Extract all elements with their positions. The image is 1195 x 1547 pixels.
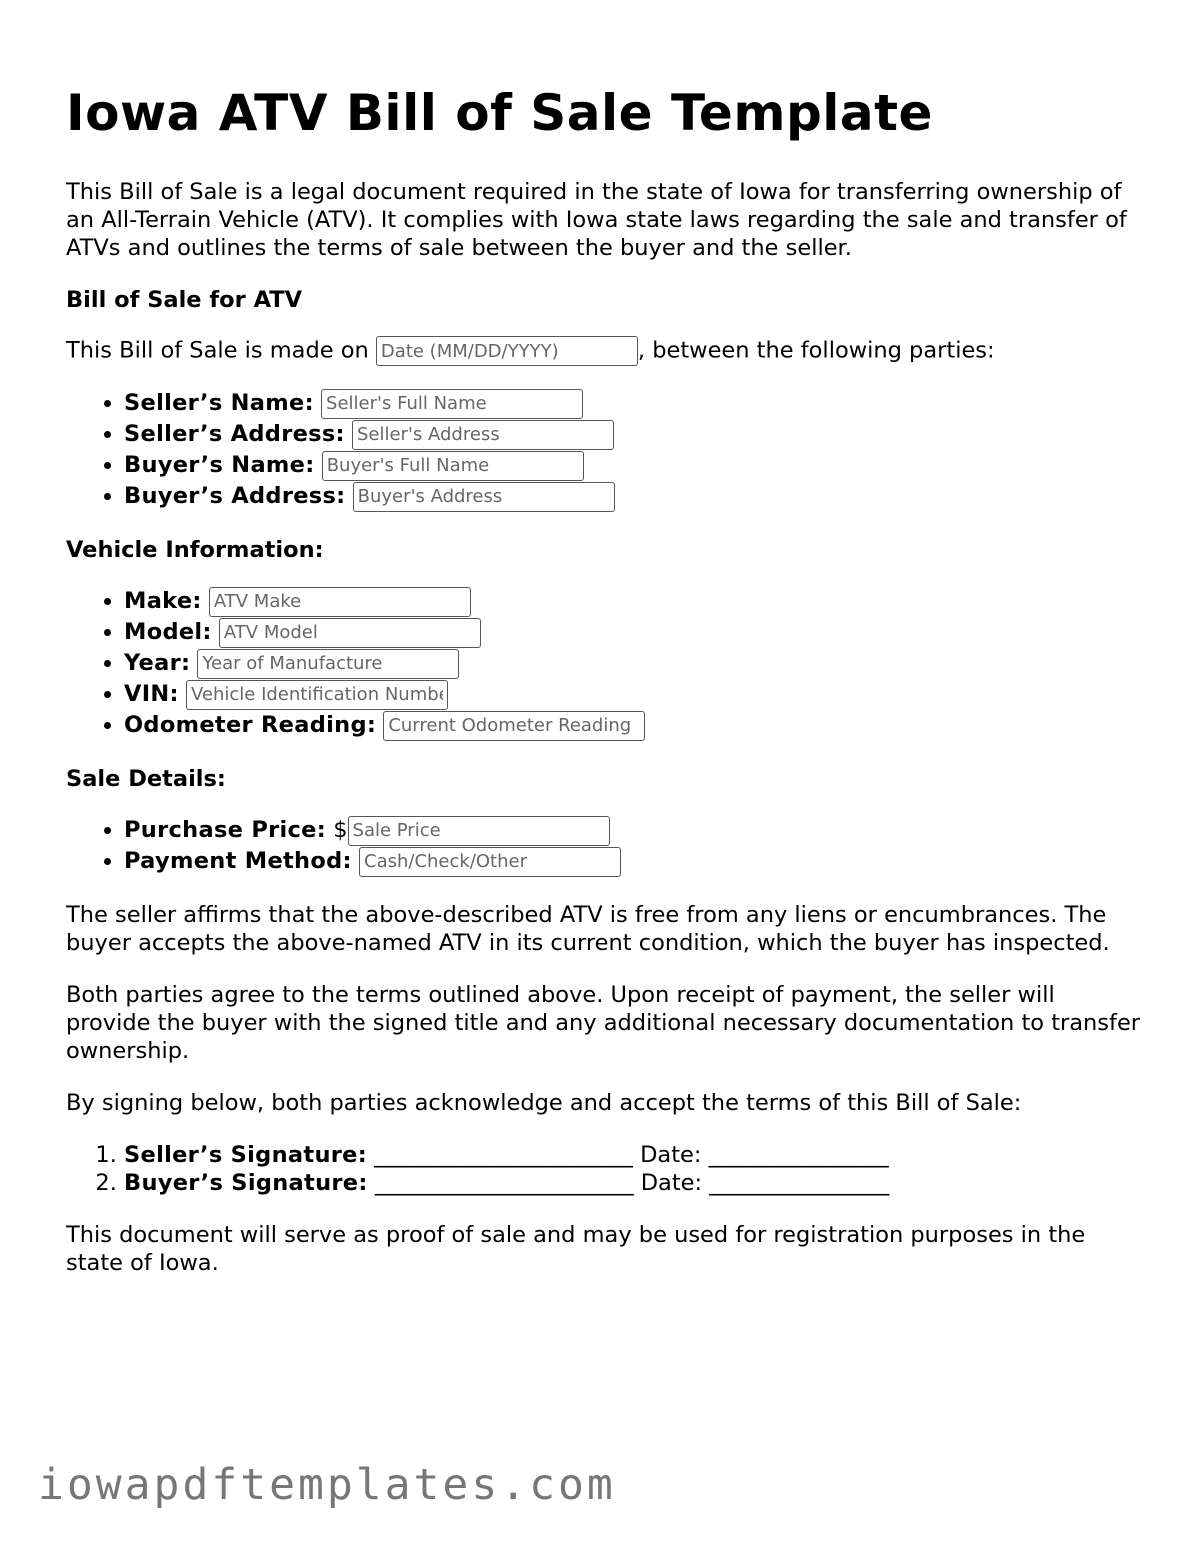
document-page	[66, 82, 1141, 1301]
seller-date-label: Date:	[640, 1142, 702, 1168]
currency-symbol: $	[333, 817, 348, 843]
buyer-address-input[interactable]	[353, 482, 615, 512]
intro-paragraph: This Bill of Sale is a legal document required in the state of Iowa for transferring ownership of an All-Terrain Vehicle (ATV). It complies with Iowa state laws regarding the sale and transfer of ATVs and outlines the terms of sale between the buyer and the seller.	[66, 179, 1127, 261]
watermark: iowapdftemplates.com	[38, 1460, 616, 1510]
list-item	[124, 481, 1141, 512]
seller-name-input[interactable]	[321, 389, 583, 419]
signature-list	[66, 1141, 1141, 1197]
price-label: Purchase Price:	[124, 817, 327, 843]
make-label: Make:	[124, 588, 202, 614]
list-item	[124, 419, 1141, 450]
year-input[interactable]	[197, 649, 459, 679]
list-item	[124, 710, 1141, 741]
payment-method-input[interactable]	[359, 847, 621, 877]
agree-paragraph: Both parties agree to the terms outlined above. Upon receipt of payment, the seller will provide the buyer with the signed title and any additional necessary documentation to transfer ownership.	[66, 982, 1141, 1064]
buyer-date-label: Date:	[640, 1170, 703, 1196]
bill-heading: Bill of Sale for ATV	[66, 287, 302, 313]
sale-heading: Sale Details:	[66, 766, 226, 792]
seller-signature-label: Seller’s Signature:	[124, 1142, 368, 1168]
list-item	[124, 450, 1141, 481]
list-item	[124, 1169, 1141, 1197]
odometer-input[interactable]	[383, 711, 645, 741]
buyer-signature-label: Buyer’s Signature:	[124, 1170, 368, 1196]
list-item	[124, 815, 1141, 846]
buyer-address-label: Buyer’s Address:	[124, 483, 346, 509]
sale-list	[66, 815, 1141, 877]
seller-address-input[interactable]	[352, 420, 614, 450]
seller-address-label: Seller’s Address:	[124, 421, 345, 447]
closing-paragraph: This document will serve as proof of sale and may be used for registration purposes in the state of Iowa.	[66, 1222, 1086, 1276]
signing-intro: By signing below, both parties acknowledge and accept the terms of this Bill of Sale:	[66, 1090, 1022, 1116]
made-on-prefix: This Bill of Sale is made on	[66, 337, 369, 364]
buyer-name-label: Buyer’s Name:	[124, 452, 315, 478]
buyer-date-line: ________________	[709, 1170, 890, 1196]
list-item	[124, 648, 1141, 679]
payment-method-label: Payment Method:	[124, 848, 352, 874]
vin-label: VIN:	[124, 681, 179, 707]
model-label: Model:	[124, 619, 212, 645]
vehicle-heading: Vehicle Information:	[66, 537, 324, 563]
buyer-signature-line: _______________________	[374, 1170, 634, 1196]
list-item	[124, 388, 1141, 419]
seller-date-line: ________________	[708, 1142, 889, 1168]
vin-input[interactable]	[186, 680, 448, 710]
parties-list	[66, 388, 1141, 512]
made-on-suffix: , between the following parties:	[637, 337, 995, 364]
list-item	[124, 679, 1141, 710]
make-input[interactable]	[209, 587, 471, 617]
affirm-paragraph: The seller affirms that the above-described ATV is free from any liens or encumbrances. The buyer accepts the above-named ATV in its current condition, which the buyer has inspected.	[66, 902, 1110, 956]
list-item	[124, 586, 1141, 617]
sale-date-input[interactable]	[376, 336, 638, 366]
list-item	[124, 617, 1141, 648]
year-label: Year:	[124, 650, 191, 676]
seller-name-label: Seller’s Name:	[124, 390, 314, 416]
model-input[interactable]	[219, 618, 481, 648]
list-item	[124, 846, 1141, 877]
page-title: Iowa ATV Bill of Sale Template	[66, 84, 933, 142]
list-item	[124, 1141, 1141, 1169]
made-on-line	[66, 336, 1141, 366]
buyer-name-input[interactable]	[322, 451, 584, 481]
seller-signature-line: _______________________	[374, 1142, 633, 1168]
vehicle-list	[66, 586, 1141, 741]
odometer-label: Odometer Reading:	[124, 712, 377, 738]
sale-price-input[interactable]	[348, 816, 610, 846]
